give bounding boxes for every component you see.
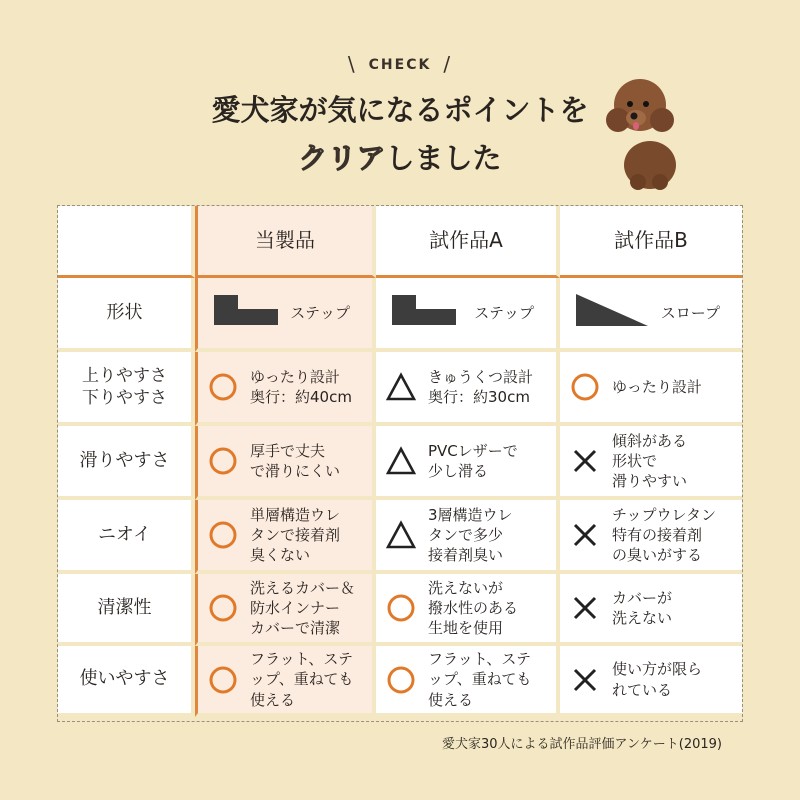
header-empty-cell <box>58 206 195 278</box>
shape-cell <box>376 278 560 352</box>
triangle-fair-icon <box>386 372 416 402</box>
rating-content <box>560 588 742 629</box>
slash-right: / <box>443 52 453 76</box>
rating-text: 傾斜がある 形状で 滑りやすい <box>612 431 688 491</box>
rating-cell <box>560 574 742 646</box>
triangle-fair-icon <box>386 446 416 476</box>
row-label <box>58 646 195 717</box>
rating-text: 洗えるカバー＆ 防水インナー カバーで清潔 <box>250 578 356 638</box>
row-label <box>58 352 195 426</box>
rating-text: ゆったり設計 <box>612 377 702 396</box>
eyebrow-text: CHECK <box>368 57 432 73</box>
cross-bad-icon <box>570 593 600 623</box>
rating-cell <box>560 352 742 426</box>
rating-text: カバーが 洗えない <box>612 588 673 627</box>
rating-cell <box>376 426 560 500</box>
rating-content <box>376 649 556 710</box>
circle-good-icon <box>208 520 238 550</box>
rating-cell <box>195 426 376 500</box>
shape-cell <box>560 278 742 352</box>
rating-cell <box>195 500 376 574</box>
circle-good-icon <box>570 372 600 402</box>
rating-content <box>560 659 742 700</box>
rating-content <box>376 505 556 566</box>
rating-cell <box>376 500 560 574</box>
rating-cell <box>376 646 560 717</box>
circle-good-icon <box>386 593 416 623</box>
rating-cell <box>195 646 376 717</box>
cross-bad-icon <box>570 520 600 550</box>
rating-cell <box>376 574 560 646</box>
circle-good-icon <box>208 665 238 695</box>
rating-text: 使い方が限ら れている <box>612 660 703 699</box>
comparison-table <box>57 205 743 722</box>
column-header-label: 試作品B <box>614 228 688 252</box>
comparison-grid <box>58 206 742 721</box>
slope-shape-icon <box>576 294 648 331</box>
rating-text: フラット、ステ ップ、重ねても 使える <box>428 650 532 709</box>
row-label-text: 滑りやすさ <box>79 449 170 471</box>
rating-content <box>560 505 742 566</box>
circle-good-icon <box>208 446 238 476</box>
rating-content <box>198 505 372 566</box>
circle-good-icon <box>208 593 238 623</box>
column-header-label: 当製品 <box>255 228 315 252</box>
row-label-text: 清潔性 <box>97 596 152 618</box>
rating-cell <box>560 426 742 500</box>
rating-content <box>376 578 556 639</box>
step-shape-icon <box>214 295 278 330</box>
dog-photo <box>600 70 700 190</box>
rating-cell <box>376 352 560 426</box>
slash-left: \ <box>347 52 357 76</box>
row-label-text: ニオイ <box>97 523 152 545</box>
rating-content <box>198 578 372 639</box>
row-label <box>58 500 195 574</box>
rating-content <box>198 649 372 710</box>
rating-text: 3層構造ウレ タンで多少 接着剤臭い <box>428 505 513 565</box>
rating-cell <box>195 574 376 646</box>
footnote: 愛犬家30人による試作品評価アンケート(2019) <box>442 737 722 752</box>
rating-text: チップウレタン 特有の接着剤 の臭いがする <box>612 505 716 565</box>
shape-label: ステップ <box>290 303 350 322</box>
headline-line1: 愛犬家が気になるポイントを <box>211 93 589 127</box>
row-label-text: 使いやすさ <box>79 668 170 690</box>
column-header-label: 試作品A <box>429 228 503 252</box>
row-label-text: 形状 <box>106 301 143 323</box>
rating-content <box>560 372 742 402</box>
rating-content <box>198 441 372 482</box>
rating-text: 洗えないが 撥水性のある 生地を使用 <box>428 578 519 638</box>
rating-text: PVCレザーで 少し滑る <box>428 441 518 480</box>
shape-content <box>198 295 372 330</box>
shape-content <box>560 294 742 331</box>
rating-text: きゅうくつ設計 奥行：約30cm <box>428 367 534 406</box>
cross-bad-icon <box>570 665 600 695</box>
rating-content <box>376 367 556 408</box>
rating-text: フラット、ステ ップ、重ねても 使える <box>250 650 354 709</box>
step-shape-icon <box>392 295 456 330</box>
rating-text: ゆったり設計 奥行：約40cm <box>250 367 352 406</box>
cross-bad-icon <box>570 446 600 476</box>
circle-good-icon <box>208 372 238 402</box>
headline-highlight: クリア <box>298 141 386 175</box>
column-header <box>195 206 376 278</box>
headline-rest: しました <box>385 141 502 175</box>
shape-label: ステップ <box>474 303 534 322</box>
triangle-fair-icon <box>386 520 416 550</box>
shape-cell <box>195 278 376 352</box>
rating-content <box>376 441 556 482</box>
row-label <box>58 278 195 352</box>
rating-cell <box>560 646 742 717</box>
rating-text: 厚手で丈夫 で滑りにくい <box>250 441 341 480</box>
column-header <box>376 206 560 278</box>
shape-content <box>376 295 556 330</box>
shape-label: スロープ <box>660 303 720 322</box>
column-header <box>560 206 742 278</box>
rating-text: 単層構造ウレ タンで接着剤 臭くない <box>250 505 341 565</box>
circle-good-icon <box>386 665 416 695</box>
row-label <box>58 426 195 500</box>
row-label <box>58 574 195 646</box>
row-label-text: 上りやすさ 下りやすさ <box>82 365 167 408</box>
rating-content <box>560 431 742 492</box>
rating-cell <box>195 352 376 426</box>
rating-cell <box>560 500 742 574</box>
rating-content <box>198 367 372 408</box>
